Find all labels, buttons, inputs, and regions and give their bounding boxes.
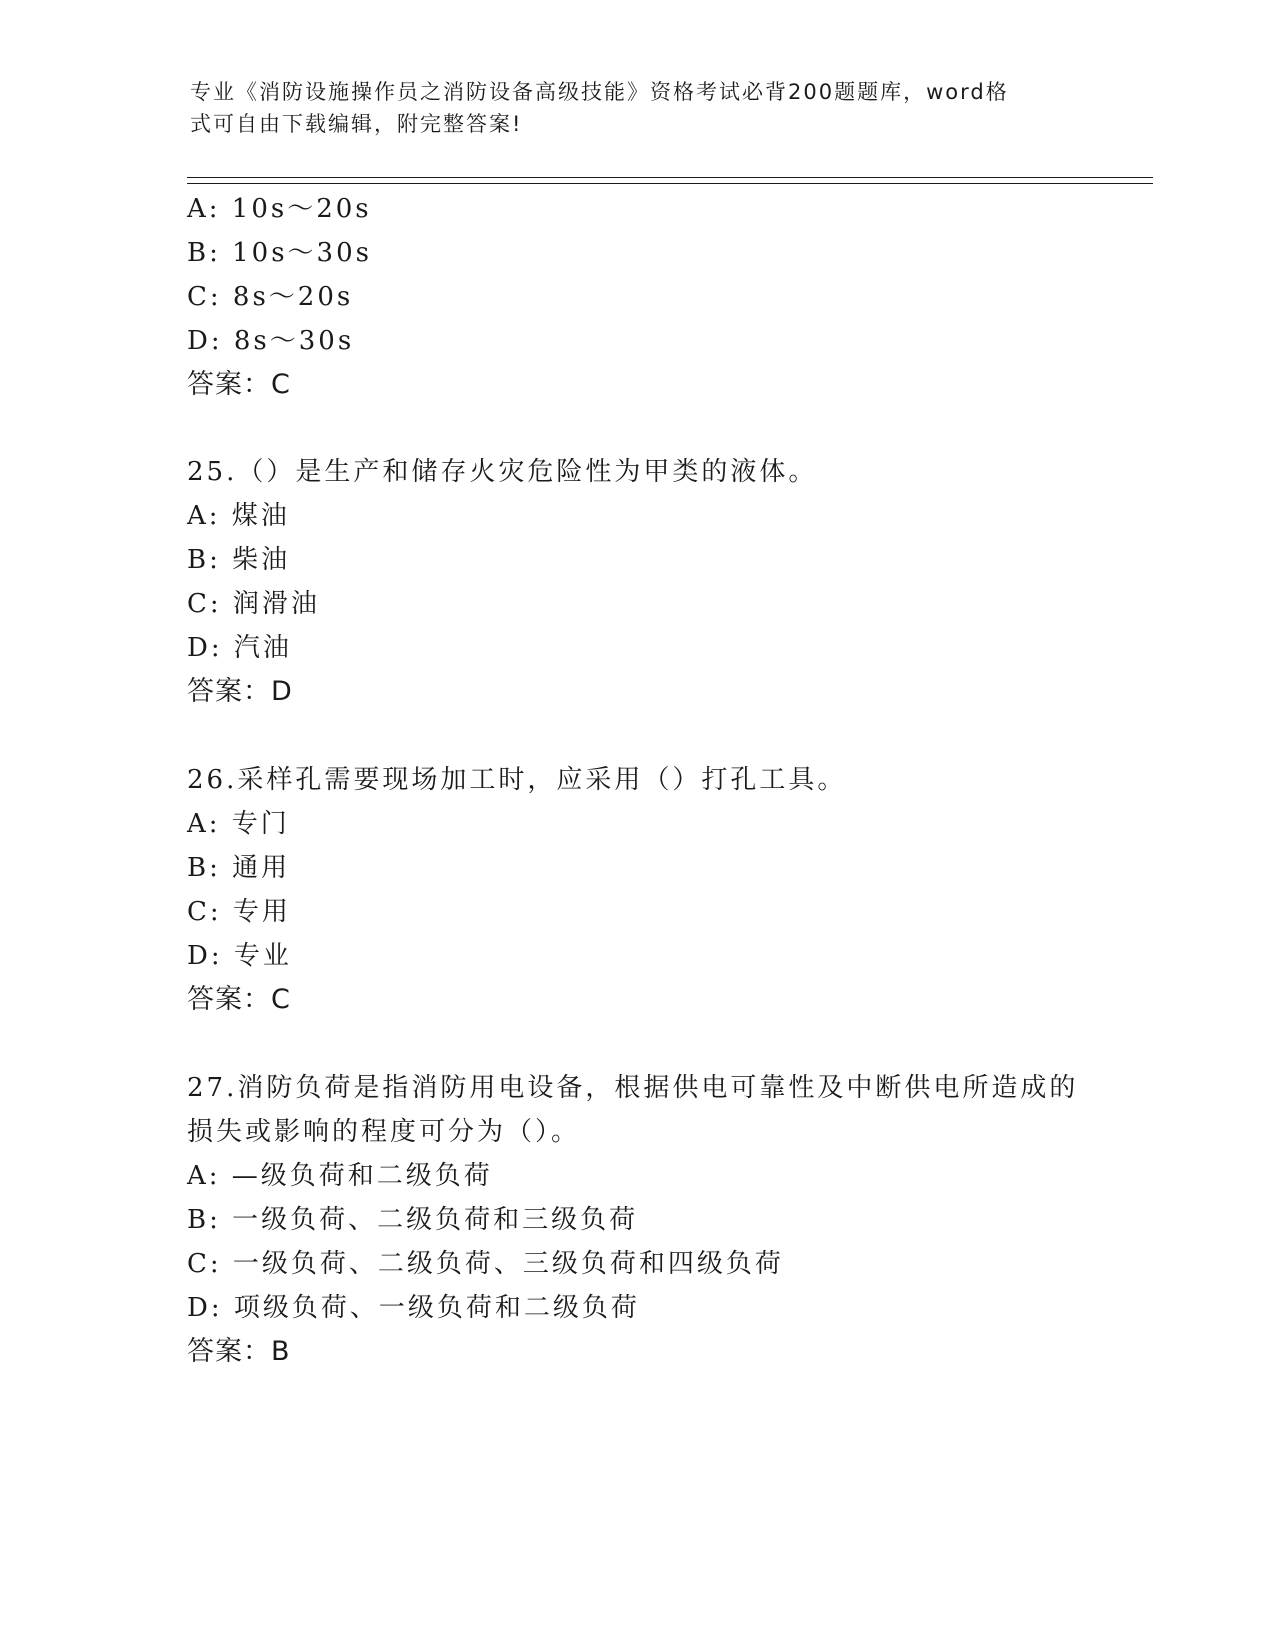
q27-option-b: B: 一级负荷、二级负荷和三级负荷 <box>187 1205 639 1235</box>
q26-stem: 26.采样孔需要现场加工时，应采用（）打孔工具。 <box>187 765 847 795</box>
q27-option-d: D: 项级负荷、一级负荷和二级负荷 <box>187 1293 640 1323</box>
prev-option-d: D: 8s～30s <box>187 326 355 356</box>
prev-option-c: C: 8s～20s <box>187 282 354 312</box>
q27-stem-line-2: 损失或影响的程度可分为（）。 <box>187 1117 581 1147</box>
header-divider-top <box>187 177 1153 178</box>
q26-option-a: A: 专门 <box>187 809 290 839</box>
q25-option-d: D: 汽油 <box>187 633 292 663</box>
q25-answer: 答案：D <box>187 676 293 707</box>
q25-option-c: C: 润滑油 <box>187 589 320 619</box>
document-header <box>190 76 1070 140</box>
q25-option-a: A: 煤油 <box>187 501 290 531</box>
q26-answer: 答案：C <box>187 984 291 1015</box>
prev-answer: 答案：C <box>187 369 291 400</box>
q26-option-c: C: 专用 <box>187 897 291 927</box>
q27-stem-line-1: 27.消防负荷是指消防用电设备，根据供电可靠性及中断供电所造成的 <box>187 1073 1079 1103</box>
header-divider-bottom <box>187 183 1153 184</box>
q25-stem: 25.（）是生产和储存火灾危险性为甲类的液体。 <box>187 457 818 487</box>
prev-option-b: B: 10s～30s <box>187 238 372 268</box>
q26-option-b: B: 通用 <box>187 853 291 883</box>
q25-option-b: B: 柴油 <box>187 545 291 575</box>
q27-option-c: C: 一级负荷、二级负荷、三级负荷和四级负荷 <box>187 1249 784 1279</box>
q27-option-a: A: —级负荷和二级负荷 <box>187 1161 493 1191</box>
header-line-1: 专业《消防设施操作员之消防设备高级技能》资格考试必背200题题库，word格 <box>190 80 1009 104</box>
q26-option-d: D: 专业 <box>187 941 292 971</box>
header-line-2: 式可自由下载编辑，附完整答案! <box>190 112 523 136</box>
q27-answer: 答案：B <box>187 1336 291 1367</box>
prev-option-a: A: 10s～20s <box>187 194 372 224</box>
